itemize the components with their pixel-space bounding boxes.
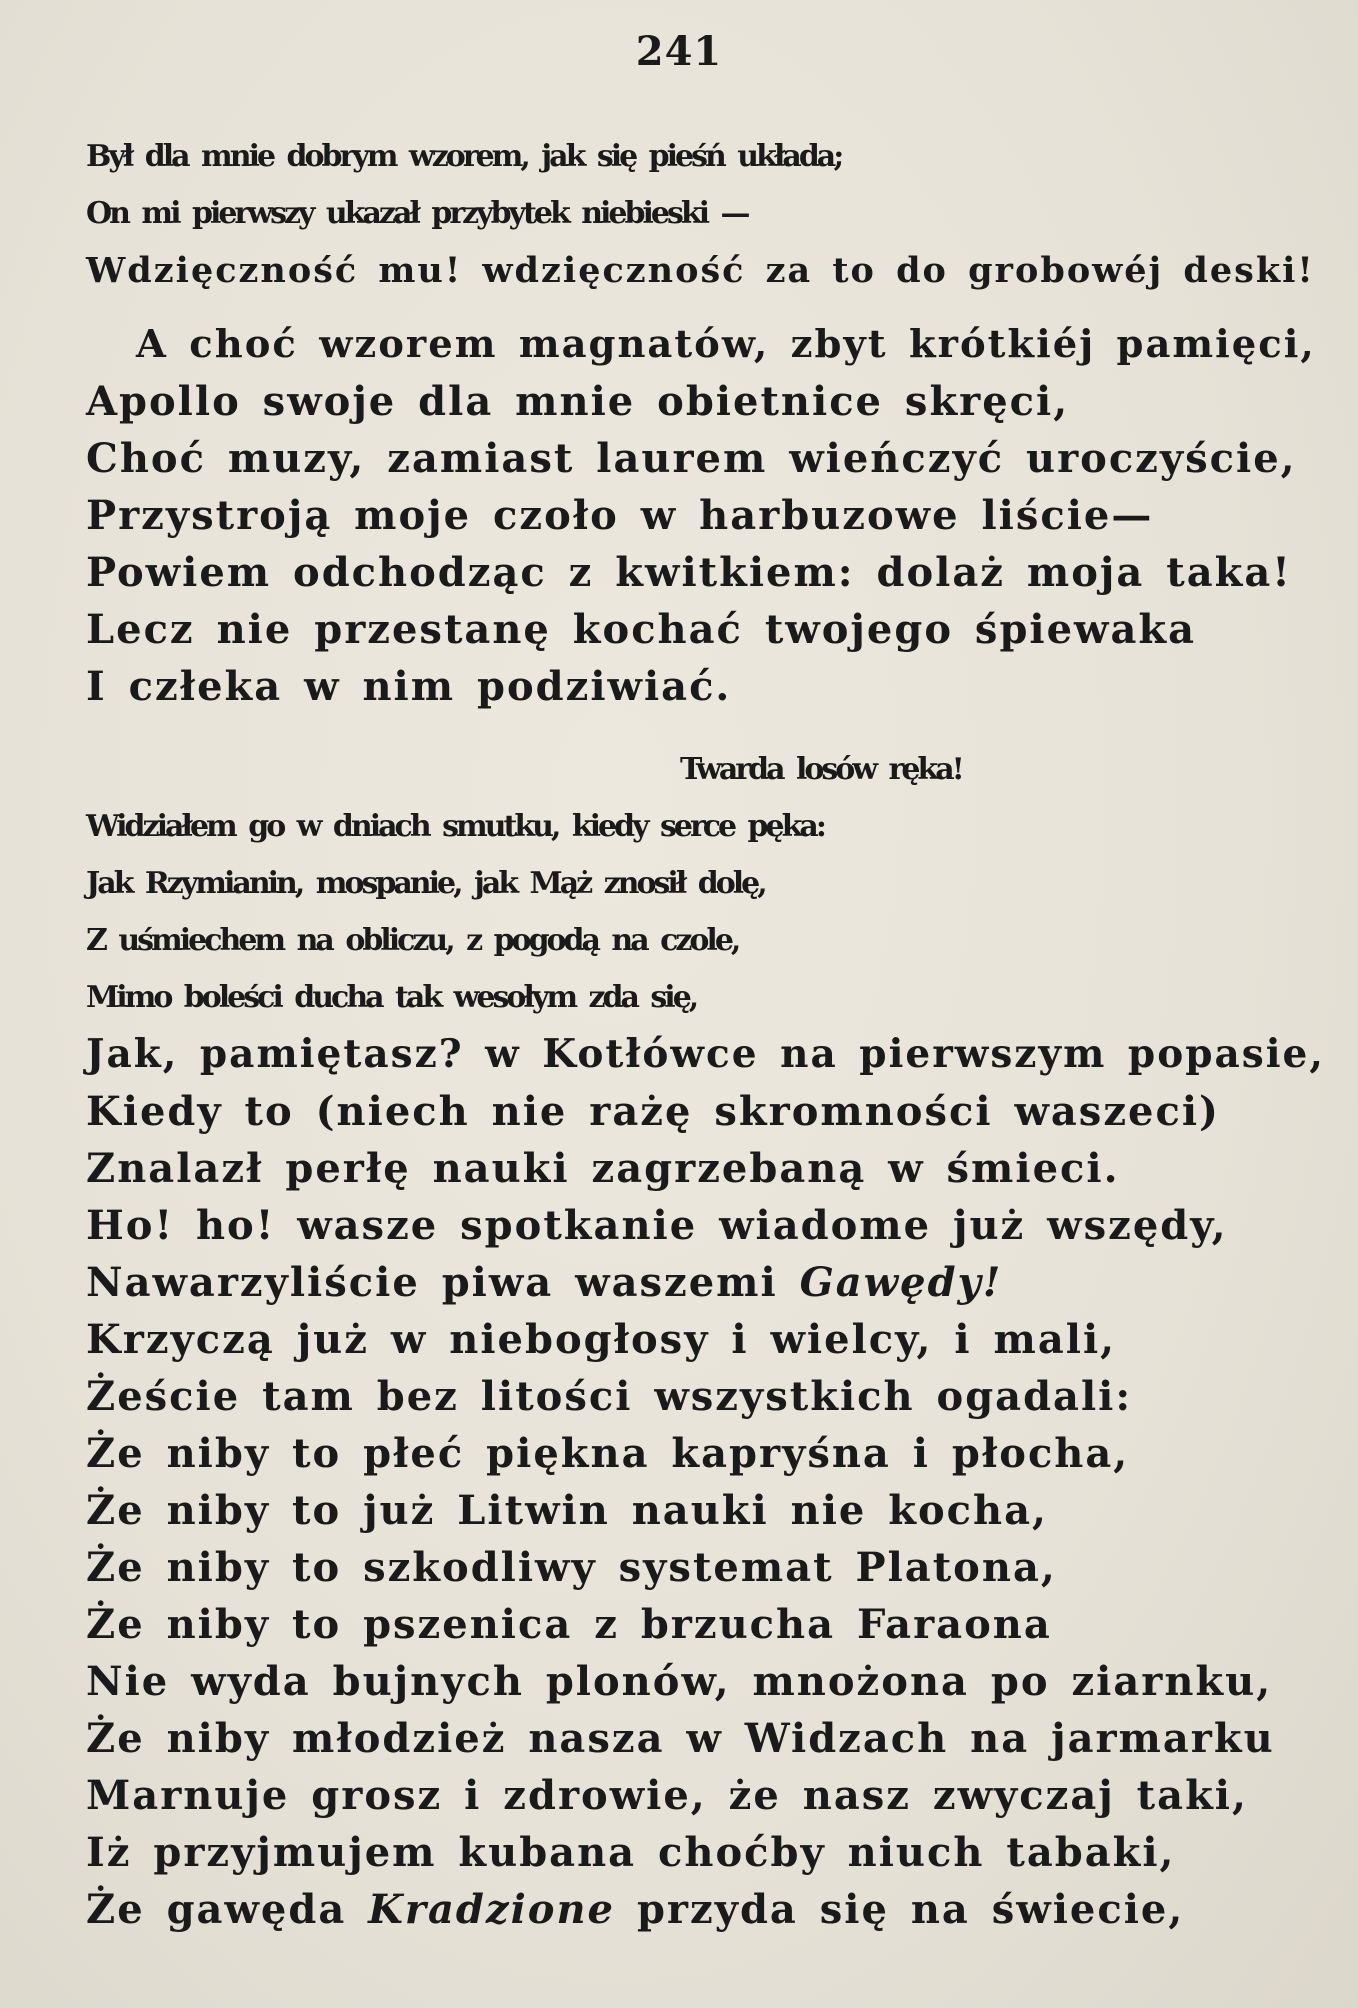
verse-line-with-title (86, 1881, 1325, 1938)
verse-line: Z uśmiechem na obliczu, z pogodą na czole, (86, 923, 739, 958)
verse-line: On mi pierwszy ukazał przybytek niebieski — (86, 196, 748, 231)
verse-text: Nawarzyliście piwa waszemi (86, 1259, 800, 1306)
verse-line: Że niby to szkodliwy systemat Platona, (86, 1544, 1057, 1591)
verse-line: Wdzięczność mu! wdzięczność za to do grobowéj deski! (86, 250, 1315, 291)
verse-line: Powiem odchodząc z kwitkiem: dolaż moja taka! (86, 549, 1292, 596)
verse-line: Nie wyda bujnych plonów, mnożona po ziarnku, (86, 1658, 1273, 1705)
italic-title: Gawędy! (799, 1259, 1003, 1306)
verse-line-half: Twarda losów ręka! (680, 752, 962, 787)
verse-line: Żeście tam bez litości wszystkich ogadali: (86, 1373, 1133, 1420)
verse-line: Że niby to płeć piękna kapryśna i płocha, (86, 1430, 1130, 1477)
stanza-3 (86, 741, 1325, 1938)
verse-line: Apollo swoje dla mnie obietnice skręci, (86, 378, 1070, 425)
verse-line: Przystroją moje czoło w harbuzowe liście— (86, 492, 1154, 539)
verse-line: Że niby młodzież nasza w Widzach na jarmarku (86, 1715, 1275, 1762)
verse-text: przyda się na świecie, (615, 1886, 1185, 1933)
verse-line: Mimo boleści ducha tak wesołym zda się, (86, 980, 697, 1015)
verse-line: Że niby to pszenica z brzucha Faraona (86, 1601, 1052, 1648)
stanza-2 (86, 316, 1316, 715)
verse-text: Że gawęda (86, 1886, 369, 1933)
verse-line: I człeka w nim podziwiać. (86, 663, 732, 710)
verse-line: Że niby to już Litwin nauki nie kocha, (86, 1487, 1048, 1534)
verse-line: Jak Rzymianin, mospanie, jak Mąż znosił dolę, (86, 866, 765, 901)
verse-line: Iż przyjmujem kubana choćby niuch tabaki, (86, 1829, 1176, 1876)
verse-line: Znalazł perłę nauki zagrzebaną w śmieci. (86, 1145, 1120, 1192)
stanza-1 (86, 128, 1315, 299)
page-number: 241 (635, 28, 723, 75)
verse-line: Kiedy to (niech nie rażę skromności waszeci) (86, 1088, 1220, 1135)
verse-line: Ho! ho! wasze spotkanie wiadome już wszędy, (86, 1202, 1228, 1249)
verse-line: Krzyczą już w niebogłosy i wielcy, i mali, (86, 1316, 1117, 1363)
verse-line: Marnuje grosz i zdrowie, że nasz zwyczaj taki, (86, 1772, 1248, 1819)
italic-title: Kradzione (368, 1886, 616, 1933)
verse-line: Choć muzy, zamiast laurem wieńczyć uroczyście, (86, 435, 1297, 482)
verse-line: Widziałem go w dniach smutku, kiedy serce pęka: (86, 809, 824, 844)
verse-line: Lecz nie przestanę kochać twojego śpiewaka (86, 606, 1197, 653)
verse-line: Był dla mnie dobrym wzorem, jak się pieśń układa; (86, 139, 842, 174)
verse-line: Jak, pamiętasz? w Kotłówce na pierwszym popasie, (86, 1031, 1325, 1077)
verse-line-indented: A choć wzorem magnatów, zbyt krótkiéj pamięci, (136, 322, 1316, 367)
verse-line-with-title (86, 1254, 1325, 1311)
